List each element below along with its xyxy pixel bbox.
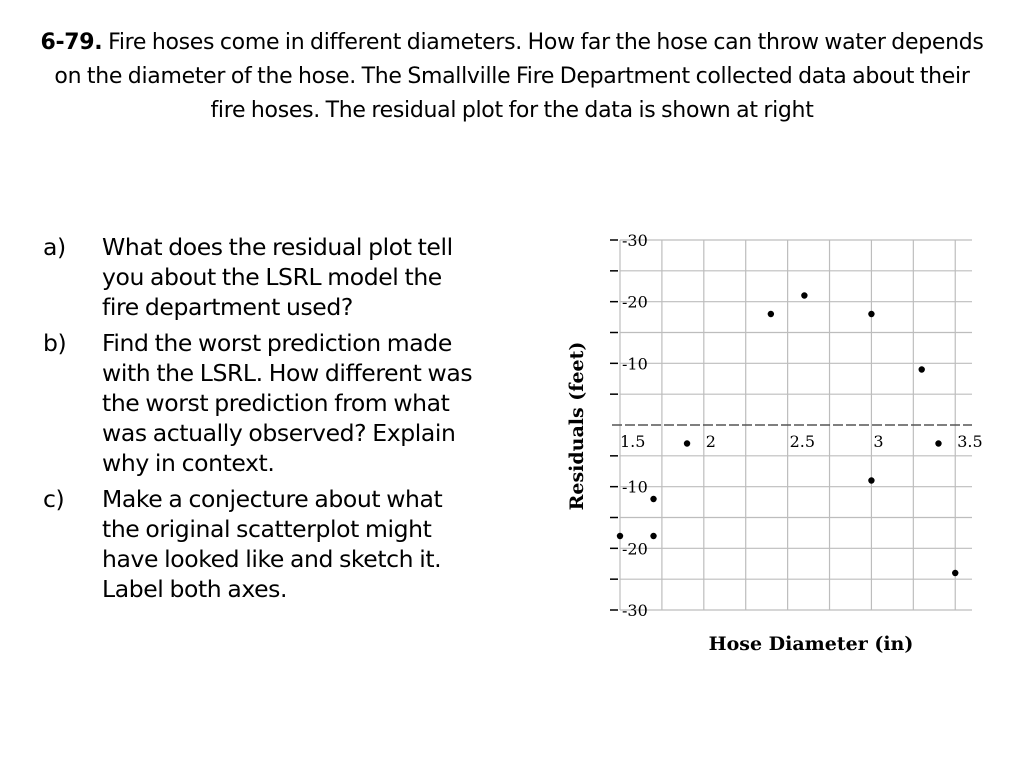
question-marker: c)	[43, 485, 65, 513]
x-tick-label: 2	[705, 432, 716, 451]
question-marker: b)	[43, 329, 67, 357]
y-tick-label: -20	[622, 539, 648, 559]
problem-number: 6-79.	[40, 30, 103, 55]
y-tick-label: -10	[622, 477, 648, 497]
residual-plot	[550, 220, 990, 670]
y-tick-label: -30	[622, 231, 648, 250]
data-point	[650, 496, 656, 502]
x-tick-label: 1.5	[620, 432, 646, 451]
data-point	[935, 440, 941, 446]
data-point	[952, 570, 958, 576]
question-c	[43, 484, 473, 604]
x-tick-label: 3.5	[957, 432, 983, 451]
question-marker: a)	[43, 233, 66, 261]
question-text: Make a conjecture about what the original scatterplot might have looked like and sketch it. Label both axes.	[102, 485, 443, 603]
question-list	[43, 232, 473, 610]
y-tick-label: -10	[622, 354, 648, 374]
data-point	[768, 311, 774, 317]
y-tick-label: -30	[622, 601, 648, 620]
problem-statement	[40, 26, 984, 128]
data-point	[684, 440, 690, 446]
data-point	[650, 533, 656, 539]
question-a	[43, 232, 473, 322]
question-text: Find the worst prediction made with the LSRL. How different was the worst prediction from what was actually observed? Explain why in context.	[102, 329, 473, 477]
data-point	[868, 477, 874, 483]
y-tick-label: -20	[622, 292, 648, 312]
x-axis-label: Hose Diameter (in)	[708, 633, 914, 655]
data-point	[868, 311, 874, 317]
y-axis-label: Residuals (feet)	[566, 341, 588, 511]
problem-text: Fire hoses come in different diameters. How far the hose can throw water depends on the diameter of the hose. The Smallville Fire Department collected data about their fire hoses. The residual plot for the data is shown at right	[54, 30, 984, 123]
question-b	[43, 328, 473, 478]
data-point	[919, 366, 925, 372]
x-tick-label: 3	[873, 432, 884, 451]
data-point	[617, 533, 623, 539]
question-text: What does the residual plot tell you about the LSRL model the fire department used?	[102, 233, 453, 321]
grid-lines	[612, 240, 972, 610]
x-tick-label: 2.5	[789, 432, 816, 451]
data-point	[801, 292, 807, 298]
residual-plot-svg	[550, 220, 990, 670]
